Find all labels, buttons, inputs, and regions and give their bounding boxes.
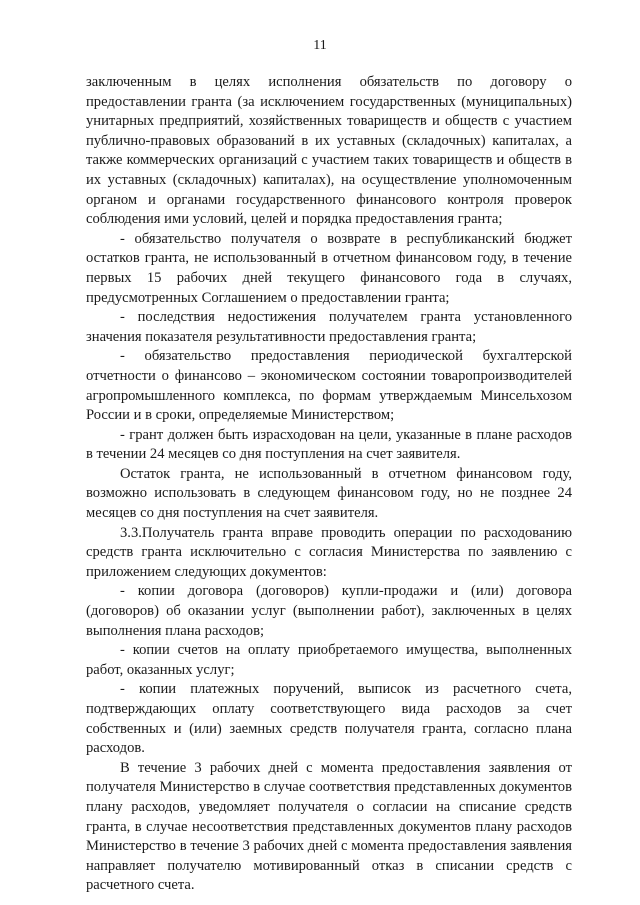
paragraph-spending-term: - грант должен быть израсходован на цели, указанные в плане расходов в течении 24 месяцев со дня поступления на счет заявителя. <box>86 426 572 463</box>
paragraph-return-obligation: - обязательство получателя о возврате в республиканский бюджет остатков гранта, не использованный в отчетном финансовом году, в течение первых 15 рабочих дней текущего финансового года в случаях, предусмотренных Соглашением о предоставлении гранта; <box>86 230 572 306</box>
paragraph-approval-procedure: В течение 3 рабочих дней с момента предоставления заявления от получателя Министерство в случае соответствия представленных документов плану расходов, уведомляет получателя о согласии на списание средств гранта, в случае несоответствия представленных документов плану расходов Министерство в течение 3 рабочих дней с момента предоставления заявления направляет получателю мотивированный отказ в списании средств с расчетного счета. <box>86 759 572 894</box>
document-body <box>86 73 572 896</box>
list-item-contract-copies: - копии договора (договоров) купли-продажи и (или) договора (договоров) об оказании услуг (выполнении работ), заключенных в целях выполнения плана расходов; <box>86 583 572 639</box>
paragraph-section-3-3: 3.3.Получатель гранта вправе проводить операции по расходованию средств гранта исключительно с согласия Министерства по заявлению с приложением следующих документов: <box>86 524 572 580</box>
paragraph-control-access: заключенным в целях исполнения обязательств по договору о предоставлении гранта (за исключением государственных (муниципальных) унитарных предприятий, хозяйственных товариществ и обществ с участием публично-правовых образований в их уставных (складочных) капиталах, а также коммерческих организаций с участием таких товариществ и обществ в их уставных (складочных) капиталах), на осуществление уполномоченным органом и органами государственного финансового контроля проверок соблюдения ими условий, целей и порядка предоставления гранта; <box>86 74 572 228</box>
paragraph-grant-remainder: Остаток гранта, не использованный в отчетном финансовом году, возможно использовать в следующем финансовом году, но не позднее 24 месяцев со дня поступления на счет заявителя. <box>86 465 572 522</box>
list-item-payment-copies: - копии платежных поручений, выписок из расчетного счета, подтверждающих оплату соответствующего вида расходов за счет собственных и (или) заемных средств получателя гранта, согласно плана расходов. <box>86 681 572 757</box>
list-item-invoice-copies: - копии счетов на оплату приобретаемого имущества, выполненных работ, оказанных услуг; <box>86 642 572 678</box>
paragraph-consequences: - последствия недостижения получателем гранта установленного значения показателя результативности предоставления гранта; <box>86 309 572 345</box>
paragraph-reporting-obligation: - обязательство предоставления периодической бухгалтерской отчетности о финансово – экономическом состоянии товаропроизводителей агропромышленного комплекса, по формам утверждаемым Минсельхозом России и в сроки, определяемые Министерством; <box>86 348 572 424</box>
page-number: 11 <box>313 38 327 53</box>
